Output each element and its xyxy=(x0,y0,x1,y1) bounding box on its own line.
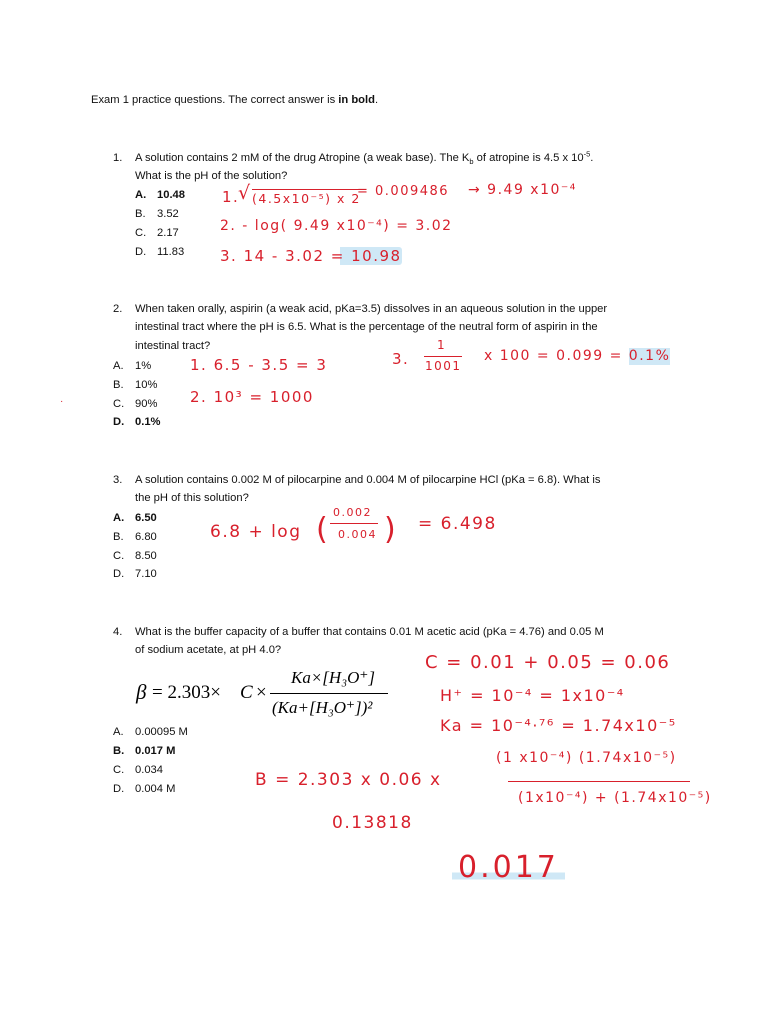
right-paren: ) xyxy=(384,512,396,547)
option-letter: B. xyxy=(135,208,146,220)
option-a xyxy=(135,189,185,202)
question-text: of sodium acetate, at pH 4.0? xyxy=(135,644,282,656)
fraction-line xyxy=(424,356,462,357)
option-d xyxy=(135,246,184,259)
option-letter: A. xyxy=(113,360,124,372)
header-text: Exam 1 practice questions. The correct answer is xyxy=(91,94,339,106)
question-text: the pH of this solution? xyxy=(135,492,249,504)
option-a xyxy=(113,726,188,739)
handwritten-step: 3. 14 - 3.02 = 10.98 xyxy=(220,247,402,265)
handwritten-step: 1. xyxy=(222,188,240,206)
option-letter: A. xyxy=(135,189,147,201)
handwritten-step: x 100 = 0.099 = 0.1% xyxy=(484,348,671,364)
option-text: 7.10 xyxy=(135,568,157,580)
option-text: 3.52 xyxy=(157,208,179,220)
handwritten-step: (4.5x10⁻⁵) x 2 xyxy=(252,191,361,206)
option-d xyxy=(113,416,161,429)
superscript: -5 xyxy=(583,149,591,159)
handwritten-step: Ka = 10⁻⁴·⁷⁶ = 1.74x10⁻⁵ xyxy=(440,716,677,735)
question-text: What is the buffer capacity of a buffer that contains 0.01 M acetic acid (pKa = 4.76) and 0.05 M xyxy=(135,626,604,638)
option-letter: A. xyxy=(113,512,125,524)
question-number: 2. xyxy=(113,303,123,315)
question-text-part: . xyxy=(590,152,594,164)
option-b xyxy=(113,745,175,758)
option-c xyxy=(135,227,179,240)
option-c xyxy=(113,764,163,777)
handwritten-value: 0.13818 xyxy=(332,813,413,833)
left-paren: ( xyxy=(316,512,328,547)
option-text: 90% xyxy=(135,398,158,410)
option-text: 0.004 M xyxy=(135,783,176,795)
option-letter: D. xyxy=(135,246,147,258)
fraction-denominator: 1001 xyxy=(425,359,462,373)
handwritten-step: = 6.498 xyxy=(418,514,497,534)
handwritten-step: → 9.49 x10⁻⁴ xyxy=(468,182,577,198)
subscript: b xyxy=(469,157,474,167)
formula-numerator: Ka×[H₃O⁺] xyxy=(291,668,375,687)
option-d xyxy=(113,783,175,796)
option-a xyxy=(113,512,157,525)
option-letter: C. xyxy=(113,398,125,410)
handwritten-step: C = 0.01 + 0.05 = 0.06 xyxy=(425,652,671,673)
option-text: 11.83 xyxy=(157,246,185,258)
option-text: 0.017 M xyxy=(135,745,176,757)
formula-fraction-line xyxy=(270,693,388,694)
question-text-part: of atropine is 4.5 x 10 xyxy=(473,152,584,164)
option-letter: A. xyxy=(113,726,124,738)
stray-mark: · xyxy=(60,396,64,407)
formula-lhs: = 2.303× xyxy=(152,682,221,703)
fraction-numerator: (1 x10⁻⁴) (1.74x10⁻⁵) xyxy=(496,750,677,766)
fraction-line xyxy=(508,781,690,782)
handwritten-step: 1. 6.5 - 3.5 = 3 xyxy=(190,356,328,374)
option-text: 10% xyxy=(135,379,158,391)
formula-c: C xyxy=(240,682,253,703)
option-letter: D. xyxy=(113,568,125,580)
handwritten-step: H⁺ = 10⁻⁴ = 1x10⁻⁴ xyxy=(440,686,625,705)
option-b xyxy=(113,531,157,544)
option-c xyxy=(113,550,157,563)
formula-denominator: (Ka+[H₃O⁺])² xyxy=(272,698,373,717)
fraction-numerator: 0.002 xyxy=(333,506,372,519)
header-line xyxy=(91,94,378,107)
option-b xyxy=(135,208,179,221)
option-text: 6.80 xyxy=(135,531,157,543)
question-text: A solution contains 0.002 M of pilocarpine and 0.004 M of pilocarpine HCl (pKa = 6.8). What is xyxy=(135,474,601,486)
beta-symbol: β xyxy=(136,680,147,704)
option-letter: C. xyxy=(113,550,125,562)
handwritten-step: B = 2.303 x 0.06 x xyxy=(255,770,442,790)
header-bold: in bold xyxy=(338,94,375,106)
sqrt-symbol: √ xyxy=(238,182,252,204)
question-text: intestinal tract where the pH is 6.5. What is the percentage of the neutral form of aspirin in the xyxy=(135,321,598,333)
option-letter: B. xyxy=(113,531,124,543)
question-text xyxy=(135,149,594,167)
question-text-part: A solution contains 2 mM of the drug Atropine (a weak base). The K xyxy=(135,152,470,164)
fraction-denominator: (1x10⁻⁴) + (1.74x10⁻⁵) xyxy=(518,790,712,806)
header-suffix: . xyxy=(374,94,379,106)
question-text: When taken orally, aspirin (a weak acid, pKa=3.5) dissolves in an aqueous solution in the upper xyxy=(135,303,608,315)
option-text: 0.00095 M xyxy=(135,726,188,738)
buffer-capacity-formula xyxy=(136,668,396,728)
option-letter: C. xyxy=(135,227,147,239)
handwritten-answer: 0.017 xyxy=(452,850,565,886)
option-text: 6.50 xyxy=(135,512,157,524)
handwritten-step: 6.8 + log xyxy=(210,522,302,542)
formula-times: × xyxy=(256,682,267,703)
option-c xyxy=(113,398,157,411)
handwritten-step: 3. xyxy=(392,350,410,368)
option-text: 0.034 xyxy=(135,764,163,776)
option-letter: D. xyxy=(113,783,125,795)
question-number: 4. xyxy=(113,626,123,638)
option-a xyxy=(113,360,151,373)
fraction-numerator: 1 xyxy=(437,338,447,352)
option-text: 8.50 xyxy=(135,550,157,562)
option-d xyxy=(113,568,157,581)
option-letter: B. xyxy=(113,745,125,757)
handwritten-step: = 0.009486 xyxy=(357,184,450,199)
option-text: 1% xyxy=(135,360,152,372)
option-letter: D. xyxy=(113,416,125,428)
fraction-denominator: 0.004 xyxy=(338,528,377,541)
handwritten-step: 2. 10³ = 1000 xyxy=(190,388,314,406)
question-number: 1. xyxy=(113,152,123,164)
option-text: 0.1% xyxy=(135,416,161,428)
handwritten-step: 2. - log( 9.49 x10⁻⁴) = 3.02 xyxy=(220,218,453,234)
option-text: 10.48 xyxy=(157,189,185,201)
option-letter: B. xyxy=(113,379,124,391)
fraction-line xyxy=(330,523,378,524)
question-text: What is the pH of the solution? xyxy=(135,170,288,182)
option-b xyxy=(113,379,157,392)
question-number: 3. xyxy=(113,474,123,486)
option-letter: C. xyxy=(113,764,125,776)
option-text: 2.17 xyxy=(157,227,179,239)
question-text: intestinal tract? xyxy=(135,340,211,352)
